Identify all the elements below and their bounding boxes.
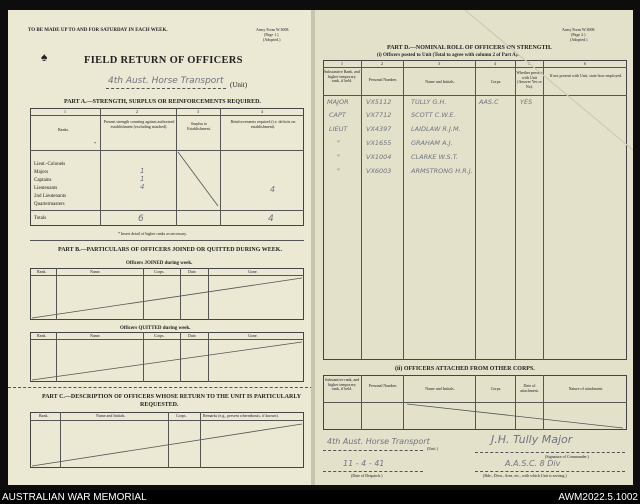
roll-name: LAIDLAW R.J.M. <box>411 125 461 133</box>
quitted-col-header: Date. <box>188 333 197 338</box>
roll-number: VX5112 <box>366 98 392 106</box>
part-c-title-line1: PART C.—DESCRIPTION OF OFFICERS WHOSE RETURN TO THE UNIT IS PARTICULARLY <box>42 394 302 400</box>
roll-header: Substantive Rank, and higher temporary rank, if held. <box>324 69 360 84</box>
form-adopted-left: (Adopted.) <box>263 37 281 42</box>
command-label: (Bde., Divn., Area, etc., with which Unit is serving.) <box>483 473 567 478</box>
totals-reinforcement: 4 <box>268 214 274 224</box>
left-page <box>8 10 313 485</box>
part-a-header-reinforcements: Reinforcements required (i.e. deficits on establishment). <box>230 119 296 129</box>
roll-header: Personal Number. <box>368 77 398 82</box>
form-code-left: Army Form W.3008. <box>256 27 290 32</box>
punch-hole-marker: ♠ <box>41 50 48 64</box>
roll-rank: LIEUT <box>329 125 348 133</box>
roll-name: TULLY G.H. <box>411 98 447 106</box>
roll-present: YES <box>520 98 533 106</box>
footer-source: AUSTRALIAN WAR MEMORIAL <box>2 492 147 503</box>
reinforcement-value: 4 <box>270 185 276 194</box>
roll-rank: " <box>337 167 340 175</box>
roll-corps: AAS.C <box>479 98 499 106</box>
part-c-col-header: Rank. <box>39 413 49 418</box>
roll-number: VX1655 <box>366 139 392 147</box>
quitted-col-header: Corps. <box>154 333 165 338</box>
roll-rank: " <box>337 153 340 161</box>
roll-rank: CAPT <box>329 111 346 119</box>
part-c-col-header: Name and Initials. <box>96 413 126 418</box>
rank-label: Lieut.-Colonels <box>34 162 66 167</box>
joined-title: Officers JOINED during week. <box>126 261 193 266</box>
asterisk-mark: * <box>94 141 96 146</box>
part-c-title-line2: REQUESTED. <box>140 402 179 408</box>
roll-name: ARMSTRONG H.R.J. <box>411 167 473 175</box>
unit-handwritten-bottom: 4th Aust. Horse Transport <box>327 437 430 446</box>
roll-header: Whether present with Unit (Answer Yes or No). <box>516 70 543 89</box>
right-strike-lines <box>315 10 633 485</box>
attached-header: Substantive rank, and higher temporary rank, if held. <box>324 377 360 392</box>
part-a-col-number: 2 <box>136 109 138 114</box>
roll-number: VX1004 <box>366 153 392 161</box>
roll-col-number: 2 <box>381 61 383 66</box>
joined-col-header: Gone. <box>248 269 258 274</box>
roll-number: VX7712 <box>366 111 392 119</box>
rank-label: Quartermasters <box>34 202 65 207</box>
roll-col-number: 3 <box>438 61 440 66</box>
roll-name: SCOTT C.W.E. <box>411 111 456 119</box>
form-adopted-right: (Adopted.) <box>570 37 588 42</box>
unit-label-bottom: (Unit.) <box>427 446 438 451</box>
part-d-title: PART D.—NOMINAL ROLL OF OFFICERS ON STRENGTH. <box>387 45 552 51</box>
roll-number: VX4397 <box>366 125 392 133</box>
unit-label: (Unit) <box>230 81 248 89</box>
footer-bar <box>0 490 640 504</box>
joined-col-header: Name. <box>90 269 101 274</box>
quitted-col-header: Gone. <box>248 333 258 338</box>
part-d-subtitle: (i) Officers posted to Unit (Total to agree with column 2 of Part A). <box>377 53 519 58</box>
part-a-header-ranks: Ranks. <box>58 127 69 132</box>
roll-rank: " <box>337 139 340 147</box>
form-page-left: (Page 1.) <box>264 32 279 37</box>
signature-label: (Signature of Commander.) <box>545 454 589 459</box>
part-c-col-header: Corps. <box>176 413 187 418</box>
roll-header: Name and Initials. <box>425 79 455 84</box>
command-handwritten: A.A.S.C. 8 Div <box>505 459 561 468</box>
form-page-right: (Page 2.) <box>571 32 586 37</box>
quitted-col-header: Name. <box>90 333 101 338</box>
part-a-header-surplus: Surplus to Establishment. <box>187 121 211 131</box>
roll-col-number: 1 <box>341 61 343 66</box>
roll-number: VX6003 <box>366 167 392 175</box>
rank-label: 2nd Lieutenants <box>34 194 67 199</box>
signature-handwritten: J.H. Tully Major <box>491 433 573 446</box>
attached-header: Date of attachment. <box>520 383 539 393</box>
roll-header: If not present with Unit, state how employed. <box>549 73 623 78</box>
joined-col-header: Corps. <box>154 269 165 274</box>
unit-handwritten: 4th Aust. Horse Transport <box>108 76 224 86</box>
rank-label: Majors <box>34 170 49 175</box>
page-title: FIELD RETURN OF OFFICERS <box>84 55 243 66</box>
part-a-header-strength: Present strength counting against authorized establishment (excluding attached). <box>103 119 175 129</box>
attached-header: Name and Initials. <box>425 386 455 391</box>
attached-header: Nature of attachment. <box>568 386 604 391</box>
strength-value: 1 <box>140 175 145 183</box>
asterisk-note: * Insert detail of higher ranks as necessary. <box>118 231 187 236</box>
date-label: (Date of Despatch.) <box>351 473 383 478</box>
quitted-col-header: Rank. <box>37 333 47 338</box>
date-handwritten: 11 - 4 - 41 <box>343 459 385 468</box>
joined-col-header: Date. <box>188 269 197 274</box>
part-a-title: PART A.—STRENGTH, SURPLUS OR REINFORCEMENTS REQUIRED. <box>64 99 261 105</box>
rank-label: Lieutenants <box>34 186 58 191</box>
attached-header: Personal Number. <box>368 383 398 388</box>
roll-rank: MAJOR <box>327 98 349 106</box>
left-strike-lines <box>8 10 313 485</box>
part-b-title: PART B.—PARTICULARS OF OFFICERS JOINED OR QUITTED DURING WEEK. <box>58 247 282 253</box>
part-a-col-number: 1 <box>64 109 66 114</box>
strength-value: 1 <box>140 167 145 175</box>
roll-header: Corps. <box>490 79 502 84</box>
part-c-col-header: Remarks (e.g., present whereabouts, if known). <box>203 413 279 418</box>
totals-strength: 6 <box>138 214 144 224</box>
joined-col-header: Rank. <box>37 269 47 274</box>
quitted-title: Officers QUITTED during week. <box>120 326 191 331</box>
roll-col-number: 6 <box>584 61 586 66</box>
top-note: TO BE MADE UP TO AND FOR SATURDAY IN EACH WEEK. <box>28 28 168 33</box>
right-page <box>315 10 633 485</box>
attached-header: Corps. <box>490 386 502 391</box>
totals-label: Totals <box>34 216 47 221</box>
form-code-right: Army Form W.3008. <box>562 27 596 32</box>
roll-col-number: 4 <box>494 61 496 66</box>
roll-name: GRAHAM A.J. <box>411 139 453 147</box>
rank-label: Captains <box>34 178 52 183</box>
roll-name: CLARKE W.S.T. <box>411 153 458 161</box>
attached-title: (ii) OFFICERS ATTACHED FROM OTHER CORPS. <box>395 366 535 372</box>
part-a-col-number: 3 <box>197 109 199 114</box>
part-a-col-number: 4 <box>261 109 263 114</box>
strength-value: 4 <box>140 183 145 191</box>
footer-accession: AWM2022.5.1002 <box>558 492 638 503</box>
